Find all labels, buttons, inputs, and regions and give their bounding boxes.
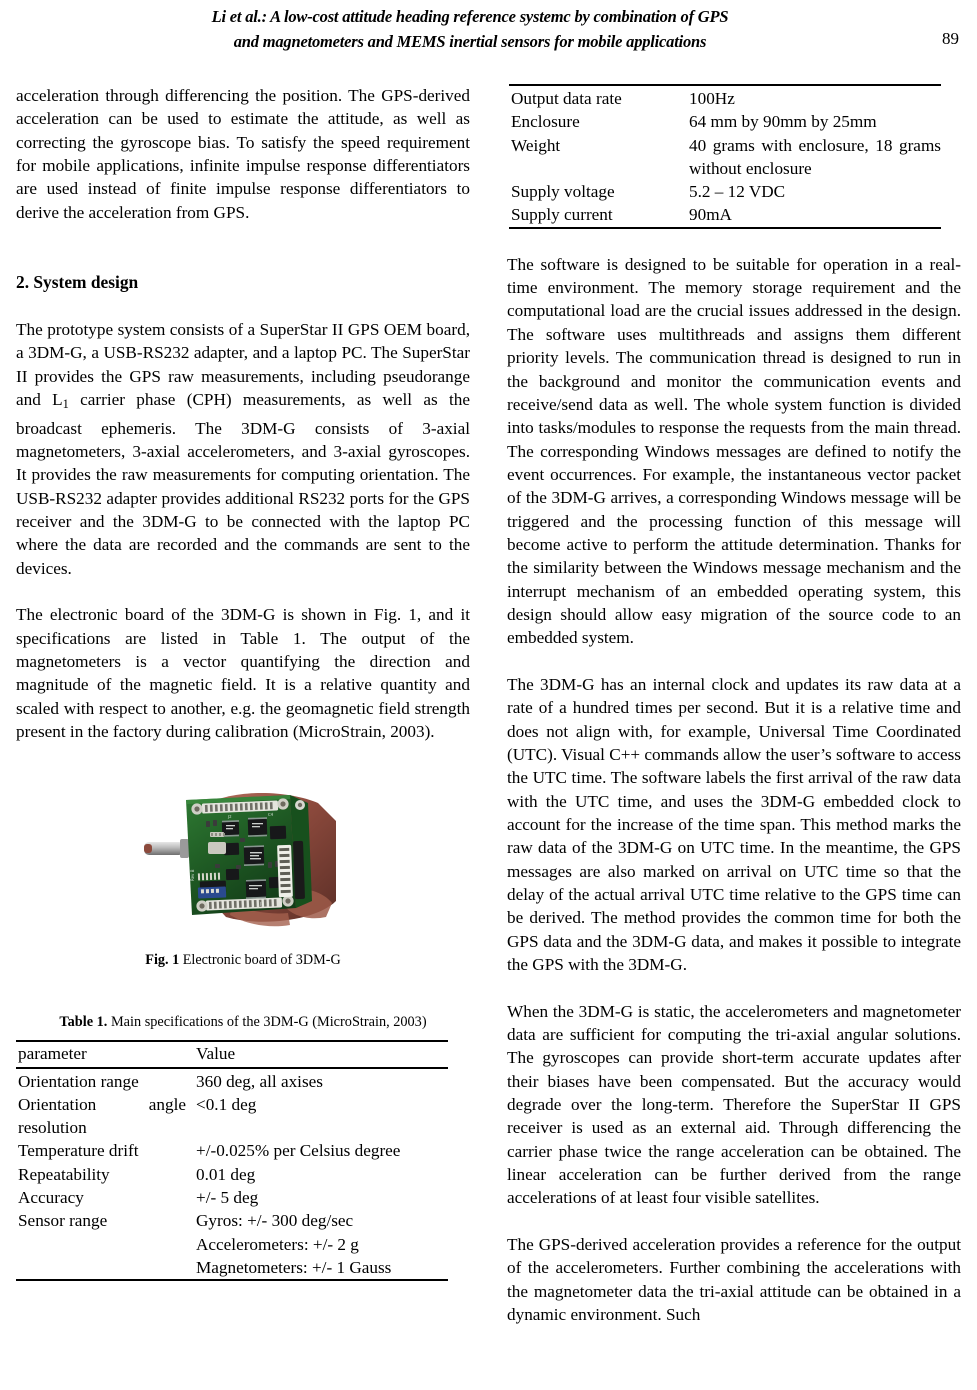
paragraph-gps-derived-acceleration: The GPS-derived acceleration provides a reference for the output of the accelerometers. Further combining the accelerations with the magnetometer data the tri-axial attitude can be obtained in a dynamic environment. Such [507,1235,961,1325]
svg-text:J2: J2 [227,814,232,820]
svg-text:Rev B: Rev B [190,869,195,882]
table-1-parameter: Output data rate [511,89,622,108]
paragraph-prototype-part-1: The prototype system consists of a SuperStar II GPS OEM board, a 3DM-G, a USB-RS232 adapter, and a laptop PC. The SuperStar II provides the GPS raw measurements, including pseudorange and L [16,320,470,410]
running-head-line-1: Li et al.: A low-cost attitude heading reference systemc by combination of GPS [211,7,729,26]
section-heading-block [16,224,470,318]
figure-1-label: Fig. 1 [145,952,180,969]
table-1-parameter: Repeatability [18,1164,110,1184]
right-column [507,84,961,1326]
table-1-value: <0.1 deg [196,1094,257,1114]
figure-1-caption-text: Electronic board of 3DM-G [182,952,341,969]
table-row [16,1186,448,1209]
table-1-parameter: Accuracy [18,1188,84,1208]
page-header [0,0,977,66]
table-row [16,1068,448,1093]
table-row [16,1093,448,1140]
left-column [16,84,470,1281]
paragraph-software-design: The software is designed to be suitable for operation in a real-time environment. The memory storage requirement and the computational load are the crucial issues addressed in the design. The software uses multithreads and assigns them different priority levels. The communication thread is designed to run in the background and monitor the communication events and receive/send data as well. The whole system function is divided into tasks/modules to response the requests from the main thread. The corresponding Windows messages are defined to notify the event occurrences. For example, the instantaneous vector packet of the 3DM-G arrives, a corresponding Windows message will be triggered and the processing function of this message will become active to perform the attitude determination. Thanks for the similarity between the Windows message mechanism and the interrupt mechanism of an embedded operating system, this design should allow easy migration of the source code to an embedded system. [507,254,961,648]
paragraph-internal-clock: The 3DM-G has an internal clock and updates its raw data at a rate of a hundred times per second. But it is a relative time and does not align with, for example, Universal Time Coordinated (UTC). Visual C++ commands allow the user’s software to access the UTC time. The software labels the first arrival of the raw data with the UTC time, and uses the 3DM-G embedded clock to account for the increase of the time span. This method marks the raw data of the 3DM-G on UTC time. In the meantime, the GPS messages are also marked on arrival on UTC time so that the delay of the actual arrival UTC time relative to the GPS time can be derived. The method provides the common time for both the GPS data and the 3DM-G data, and makes it possible to integrate the GPS with the 3DM-G. [507,674,961,975]
paragraph-prototype-system [16,318,470,580]
figure-1-block [16,769,470,969]
paragraph-acceleration-gps: acceleration through differencing the position. The GPS-derived acceleration can be used to estimate the attitude, as well as correcting the gyroscope bias. To satisfy the speed requirement for mobile applications, infinite impulse response differentiators are used instead of finite impulse response differentiators to derive the acceleration from GPS. [16,86,470,222]
table-1-value: 100Hz [689,89,735,108]
table-1-header-value: Value [196,1044,236,1064]
table-1-value: 5.2 – 12 VDC [689,182,786,202]
table-1-parameter: Enclosure [511,112,580,132]
table-1-parameter: Supply voltage [511,182,615,202]
table-row [509,134,941,181]
table-1-value: 90mA [689,205,732,225]
table-1-parameter: Orientation range [18,1071,139,1091]
paragraph-electronic-board: The electronic board of the 3DM-G is shown in Fig. 1, and it specifications are listed in Table 1. The output of the magnetometers is a vector quantifying the direction and magnitude of the magnetic field. It is a relative quantity and scaled with respect to another, e.g. the geomagnetic field strength present in the factory during calibration (MicroStrain, 2003). [16,605,470,741]
running-head-title [120,4,820,54]
figure-1-image [140,769,346,937]
table-1-specifications [16,1040,448,1281]
table-1-value: 0.01 deg [196,1164,256,1184]
table-row [509,203,941,227]
table-row [509,110,941,133]
table-1-value: 360 deg, all axises [196,1071,323,1091]
table-1-parameter: Supply current [511,205,613,225]
table-1-value: 64 mm by 90mm by 25mm [689,112,877,132]
table-row [509,180,941,203]
table-row [16,1163,448,1186]
table-1-header-row [16,1041,448,1067]
svg-text:C4: C4 [267,812,274,818]
figure-1-caption [16,951,470,969]
paragraph-static-accelerometers: When the 3DM-G is static, the accelerometers and magnetometer data are sufficient for computing the tri-axial angular solutions. The gyroscopes can provide short-term accurate updates after their biases have been compensated. But the accuracy would degrade over the long-term. Therefore the SuperStar II GPS receiver is used as an external aid. Through differencing the carrier phase twice the range acceleration can be obtained. The linear acceleration can be further derived from the range accelerations of at least four visible satellites. [507,1001,961,1208]
table-row [509,85,941,110]
table-1-value: 40 grams with enclosure, 18 grams without enclosure [689,135,941,178]
spacer-after-table [507,229,961,253]
table-1-value: Gyros: +/- 300 deg/sec Accelerometers: +/- 2 g Magnetometers: +/- 1 Gauss [196,1211,392,1277]
table-1-parameter: Orientation angle resolution [18,1094,186,1138]
table-1-caption [16,1013,470,1031]
table-1-header-parameter: parameter [18,1044,87,1064]
table-1-continued [509,84,941,229]
table-1-value: +/-0.025% per Celsius degree [196,1141,401,1161]
table-1-value: +/- 5 deg [196,1188,259,1208]
table-1-parameter: Weight [511,135,561,155]
section-heading-system-design: 2. System design [16,272,139,293]
table-1-parameter: Temperature drift [18,1141,139,1161]
page-number: 89 [942,29,959,48]
subscript-l1: 1 [62,397,69,412]
table-1-label: Table 1. [59,1014,108,1031]
svg-text:J1: J1 [259,901,264,907]
table-row [16,1209,448,1280]
paragraph-prototype-part-2: carrier phase (CPH) measurements, as well as the broadcast ephemeris. The 3DM-G consists of 3-axial magnetometers, 3-axial accelerometers, and 3-axial gyroscopes. It provides the raw measurements for computing orientation. The USB-RS232 adapter provides additional RS232 ports for the GPS receiver and the 3DM-G to be connected with the laptop PC where the data are recorded and the commands are sent to the devices. [16,390,470,578]
table-1-parameter: Sensor range [18,1211,108,1231]
table-1-caption-text: Main specifications of the 3DM-G (MicroStrain, 2003) [110,1014,427,1031]
table-row [16,1139,448,1162]
running-head-line-2: and magnetometers and MEMS inertial sensors for mobile applications [233,32,707,51]
